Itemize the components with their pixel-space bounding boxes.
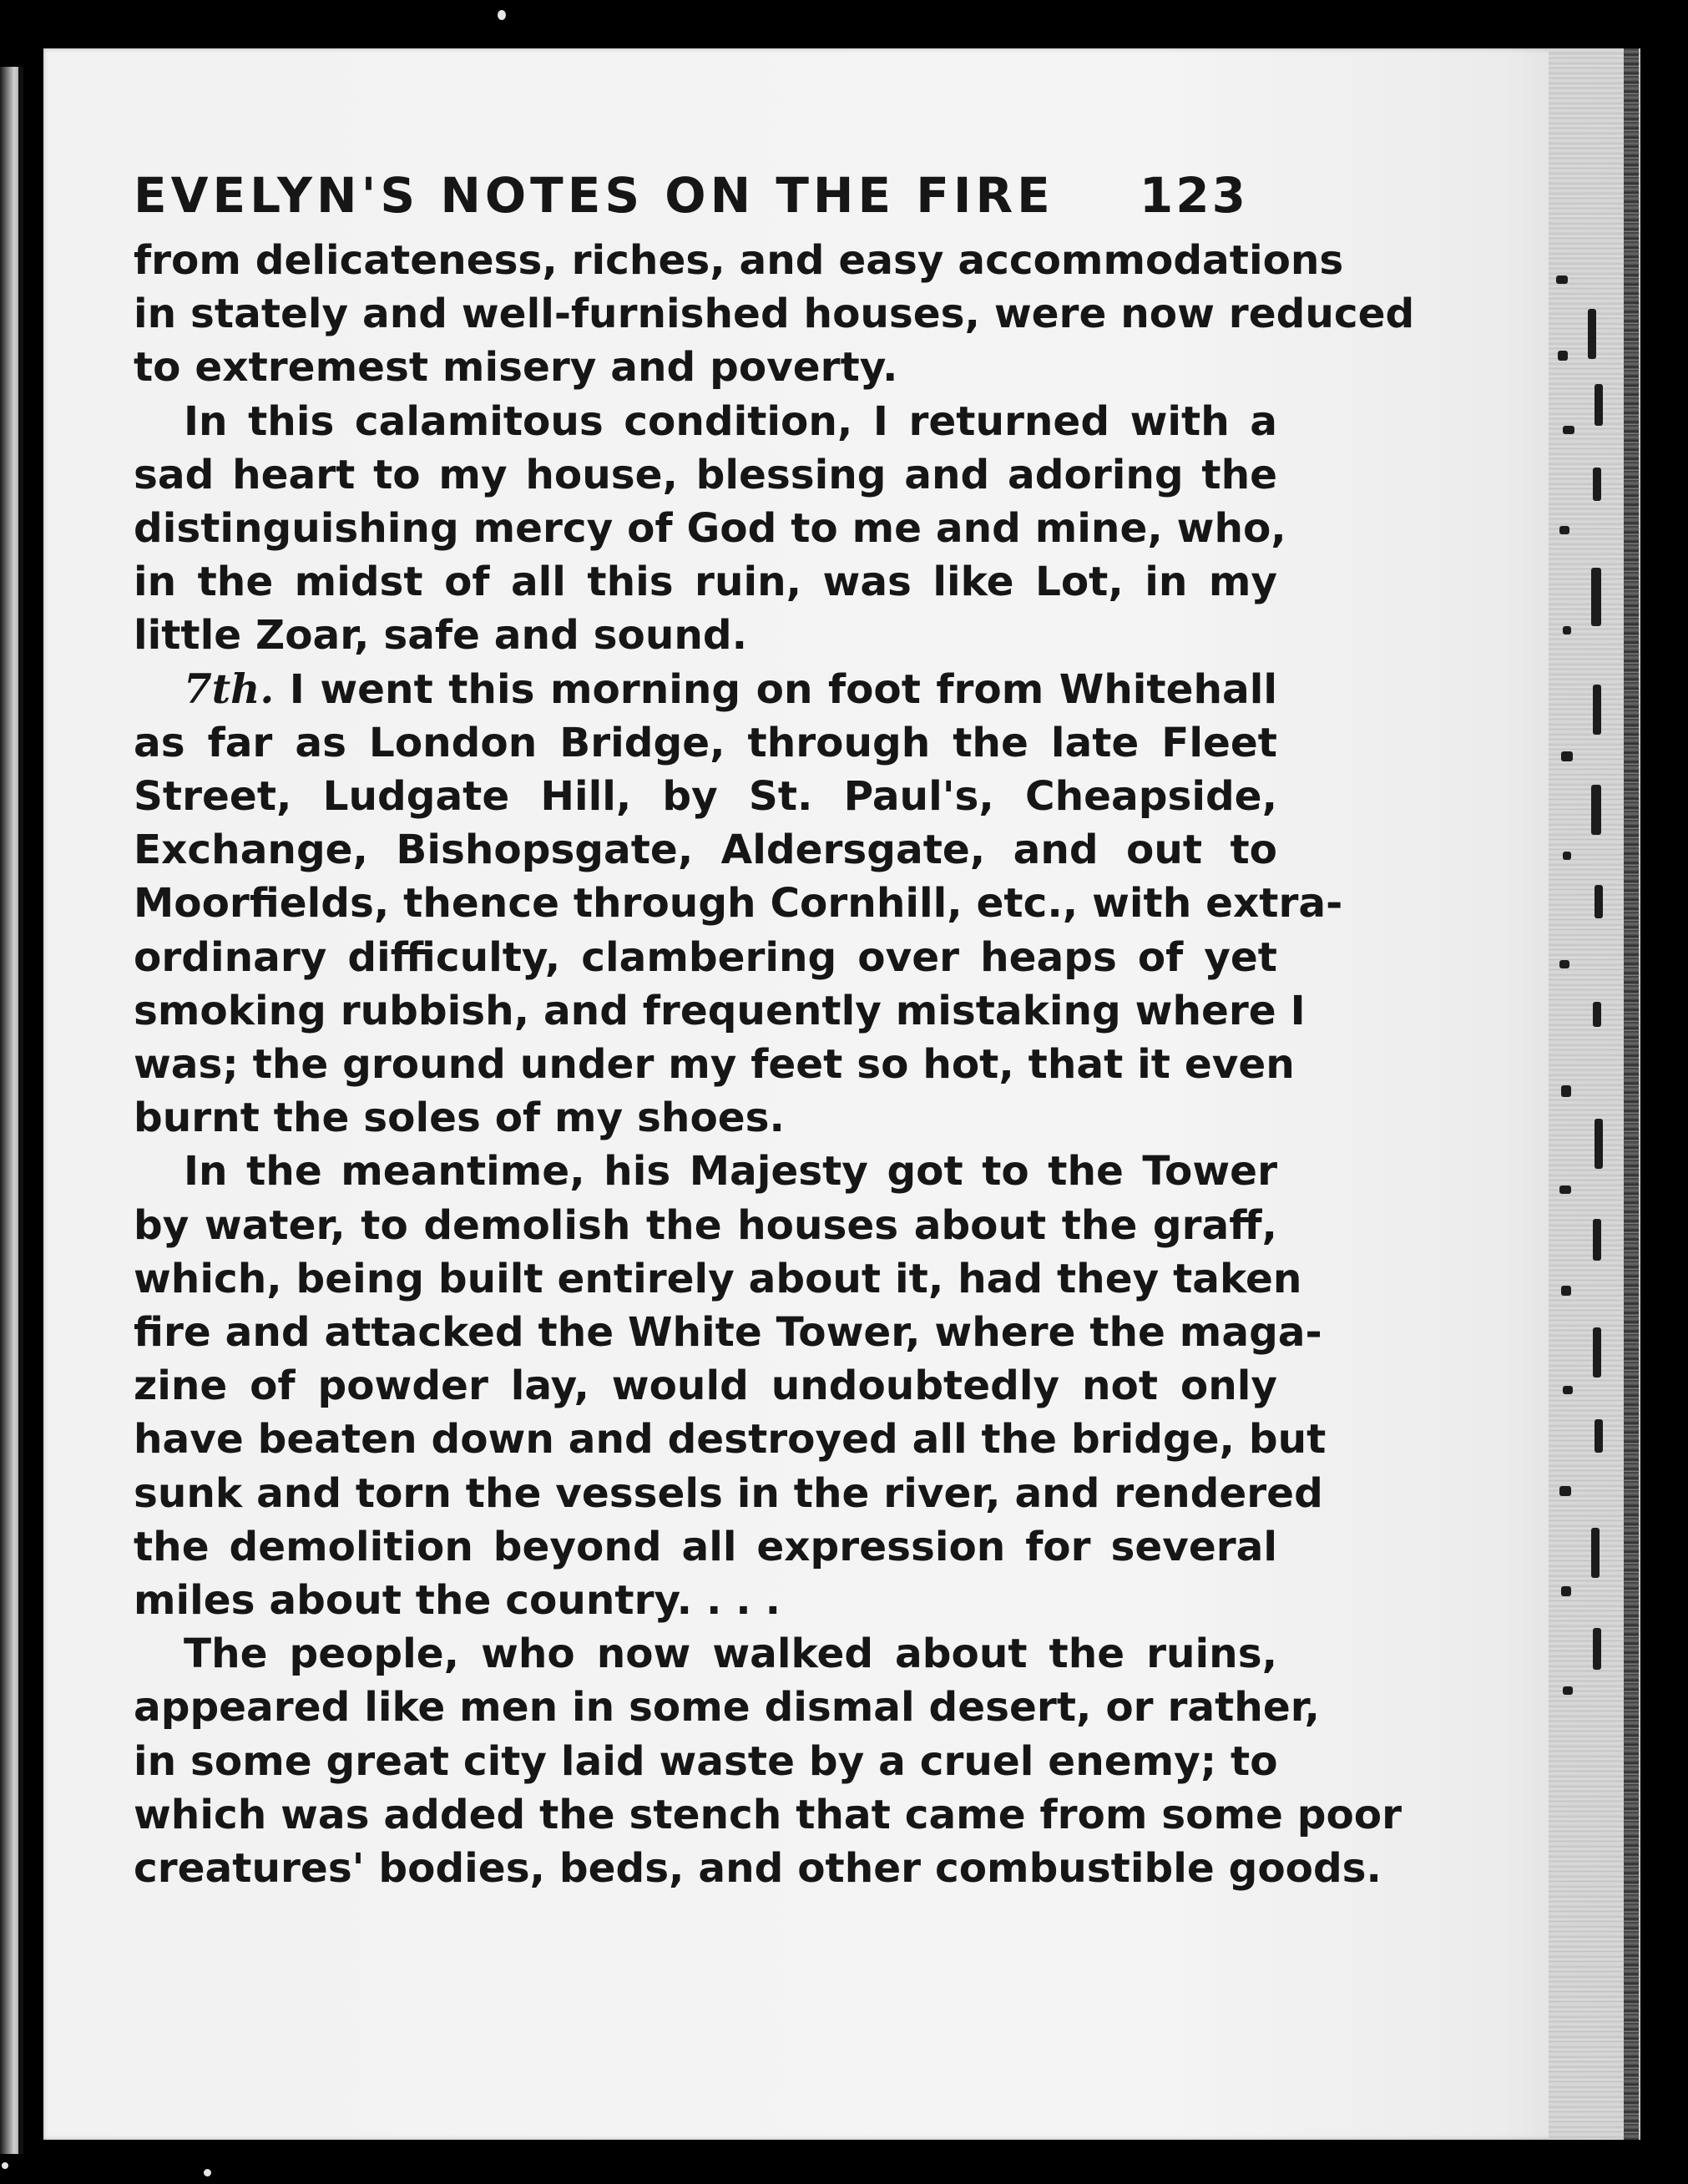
line-text: In the meantime, his Majesty got to the Tower bbox=[184, 1148, 1277, 1196]
text-line bbox=[134, 877, 1343, 930]
bleed-mark bbox=[1591, 1528, 1600, 1578]
text-line bbox=[134, 1145, 1277, 1198]
bleed-mark bbox=[1593, 685, 1601, 735]
bleed-mark bbox=[1595, 1419, 1603, 1453]
line-text: Moorfields, thence through Cornhill, etc., with extra- bbox=[134, 880, 1343, 928]
bleed-mark bbox=[1563, 626, 1571, 634]
line-text: smoking rubbish, and frequently mistaking where I bbox=[134, 987, 1306, 1034]
line-text: which, being built entirely about it, had they taken bbox=[134, 1255, 1302, 1302]
line-text: zine of powder lay, would undoubtedly not only bbox=[134, 1362, 1277, 1410]
text-line bbox=[134, 395, 1277, 448]
text-line bbox=[134, 1252, 1302, 1306]
bleed-mark bbox=[1595, 384, 1603, 426]
text-line bbox=[134, 1199, 1277, 1252]
bleed-mark bbox=[1559, 526, 1569, 534]
line-text: burnt the soles of my shoes. bbox=[134, 1095, 785, 1142]
line-text: ordinary difficulty, clambering over heaps of yet bbox=[134, 933, 1277, 981]
line-text: which was added the stench that came from some poor bbox=[134, 1791, 1402, 1838]
scan-speck bbox=[2, 2162, 8, 2169]
line-text: have beaten down and destroyed all the bridge, but bbox=[134, 1416, 1327, 1464]
line-text: creatures' bodies, beds, and other combustible goods. bbox=[134, 1845, 1382, 1893]
text-line bbox=[134, 1574, 1277, 1627]
page-number: 123 bbox=[1139, 167, 1248, 224]
line-text: to extremest misery and poverty. bbox=[134, 344, 898, 392]
bleed-mark bbox=[1559, 1186, 1571, 1194]
page-edge-shadow bbox=[1624, 48, 1639, 2140]
line-text: miles about the country. . . . bbox=[134, 1577, 781, 1625]
bleed-mark bbox=[1561, 1586, 1571, 1596]
text-line bbox=[134, 1627, 1277, 1681]
bleed-mark bbox=[1559, 960, 1569, 968]
bleed-mark bbox=[1595, 885, 1603, 918]
date-label: 7th. bbox=[184, 665, 275, 713]
text-line bbox=[134, 448, 1277, 502]
text-line bbox=[134, 502, 1286, 555]
text-line bbox=[134, 1735, 1277, 1788]
text-line bbox=[134, 984, 1306, 1038]
text-line bbox=[134, 287, 1415, 341]
text-line bbox=[134, 1842, 1382, 1895]
bleed-mark bbox=[1559, 1486, 1571, 1496]
paragraph bbox=[134, 1627, 1402, 1895]
paragraph bbox=[134, 1145, 1327, 1627]
line-text: I went this morning on foot from Whitehall bbox=[274, 665, 1277, 713]
line-text: Street, Ludgate Hill, by St. Paul's, Cheapside, bbox=[134, 773, 1277, 821]
line-text: appeared like men in some dismal desert, or rather, bbox=[134, 1684, 1320, 1732]
bleed-mark bbox=[1561, 1286, 1571, 1296]
line-text: little Zoar, safe and sound. bbox=[134, 612, 748, 660]
bleed-mark bbox=[1593, 1327, 1601, 1378]
bleed-mark bbox=[1593, 468, 1601, 501]
line-text: distinguishing mercy of God to me and mine, who, bbox=[134, 505, 1286, 553]
bleed-mark bbox=[1561, 1085, 1571, 1097]
text-line bbox=[134, 1467, 1323, 1520]
line-text: from delicateness, riches, and easy accommodations bbox=[134, 237, 1344, 284]
bleed-mark bbox=[1563, 852, 1571, 860]
text-line bbox=[134, 1413, 1327, 1466]
line-text: In this calamitous condition, I returned with a bbox=[184, 397, 1277, 445]
line-text: in the midst of all this ruin, was like Lot, in my bbox=[134, 559, 1277, 606]
text-line bbox=[134, 609, 1277, 662]
scan-speck bbox=[498, 10, 506, 20]
text-line bbox=[134, 931, 1277, 984]
text-line bbox=[134, 663, 1277, 716]
text-line bbox=[134, 770, 1277, 823]
text-line bbox=[134, 823, 1277, 877]
text-line bbox=[134, 1520, 1277, 1574]
text-line bbox=[134, 234, 1344, 287]
paragraph bbox=[134, 234, 1415, 395]
bleed-through-marks bbox=[1554, 250, 1621, 1753]
bleed-mark bbox=[1588, 309, 1596, 359]
bleed-mark bbox=[1563, 1386, 1573, 1394]
bleed-mark bbox=[1593, 1002, 1601, 1027]
bleed-mark bbox=[1556, 276, 1568, 284]
text-line bbox=[134, 1359, 1277, 1413]
text-line bbox=[134, 1091, 1277, 1145]
text-line bbox=[134, 1788, 1402, 1842]
paragraph bbox=[134, 663, 1343, 1145]
text-line bbox=[134, 341, 1277, 394]
bleed-mark bbox=[1561, 751, 1573, 761]
bleed-mark bbox=[1563, 1686, 1573, 1695]
scan-speck bbox=[204, 2169, 211, 2176]
text-line bbox=[134, 1681, 1320, 1734]
text-line bbox=[134, 716, 1277, 770]
line-text: in some great city laid waste by a cruel enemy; to bbox=[134, 1737, 1278, 1785]
bleed-mark bbox=[1558, 351, 1568, 361]
text-line bbox=[134, 1038, 1295, 1091]
line-text: as far as London Bridge, through the late Fleet bbox=[134, 719, 1277, 766]
bleed-mark bbox=[1593, 1219, 1601, 1261]
line-text: The people, who now walked about the ruins, bbox=[184, 1630, 1277, 1678]
previous-page-edge bbox=[0, 67, 23, 2154]
bleed-mark bbox=[1595, 1119, 1603, 1169]
running-head bbox=[134, 167, 1248, 224]
bleed-mark bbox=[1563, 426, 1574, 434]
paragraph bbox=[134, 395, 1286, 663]
text-line bbox=[134, 555, 1277, 609]
text-line bbox=[134, 1306, 1322, 1359]
line-text: was; the ground under my feet so hot, that it even bbox=[134, 1041, 1295, 1089]
page-text bbox=[134, 167, 1415, 1895]
line-text: sad heart to my house, blessing and adoring the bbox=[134, 451, 1277, 498]
body-text bbox=[134, 234, 1415, 1895]
line-text: the demolition beyond all expression for several bbox=[134, 1523, 1277, 1570]
bleed-mark bbox=[1591, 568, 1601, 626]
bleed-mark bbox=[1593, 1628, 1601, 1670]
line-text: sunk and torn the vessels in the river, and rendered bbox=[134, 1469, 1323, 1517]
bleed-mark bbox=[1591, 785, 1601, 835]
line-text: in stately and well-furnished houses, were now reduced bbox=[134, 291, 1415, 338]
line-text: Exchange, Bishopsgate, Aldersgate, and out to bbox=[134, 827, 1277, 874]
line-text: fire and attacked the White Tower, where the maga- bbox=[134, 1309, 1322, 1357]
line-text: by water, to demolish the houses about the graff, bbox=[134, 1201, 1277, 1249]
running-head-title: EVELYN'S NOTES ON THE FIRE bbox=[134, 167, 1054, 224]
